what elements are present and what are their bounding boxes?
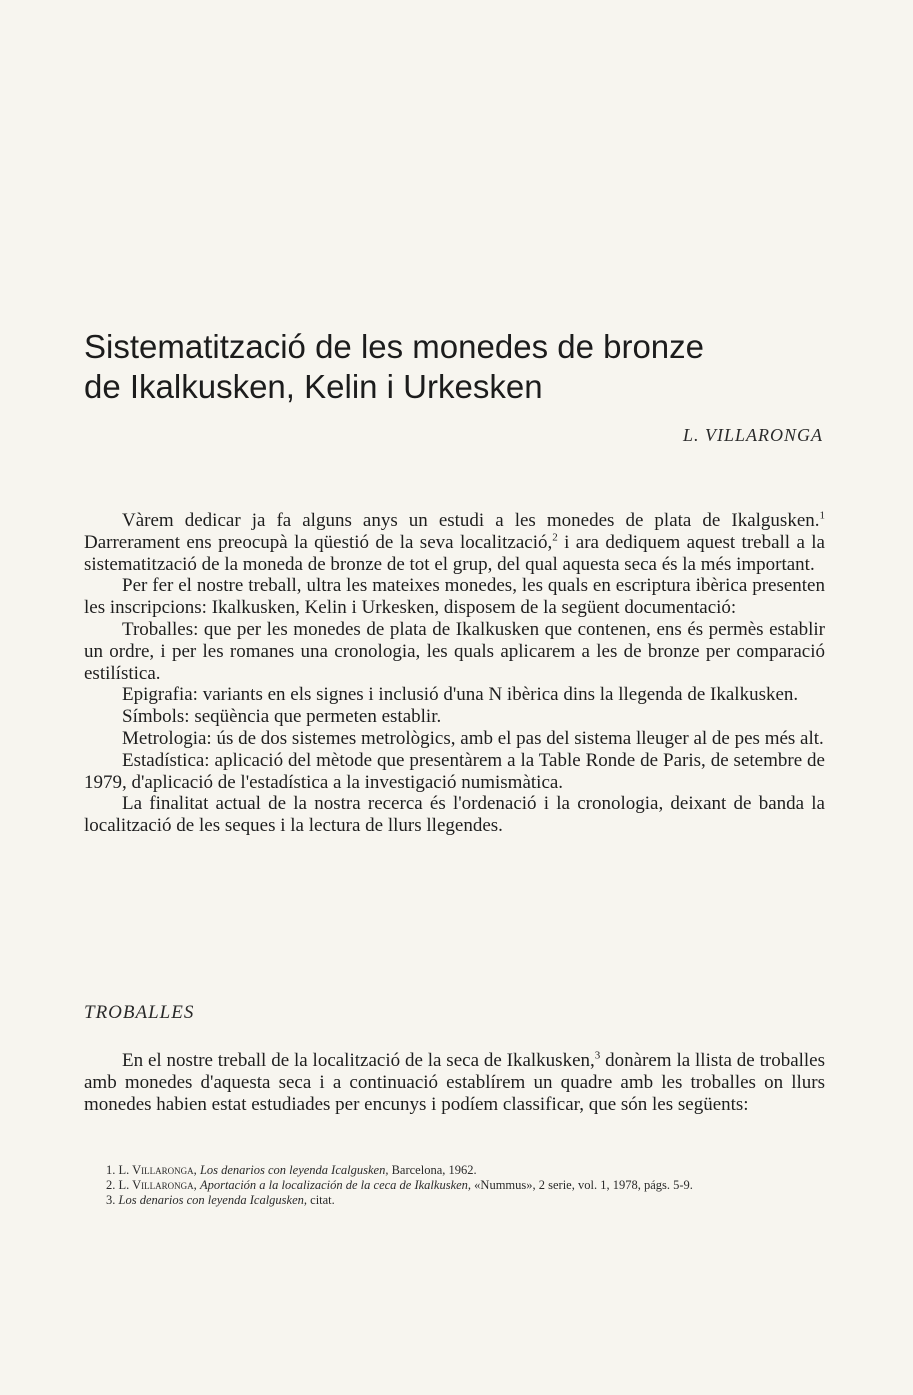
intro-paragraph-troballes: Troballes: que per les monedes de plata de Ikalkusken que contenen, ens és permès establir un ordre, i per les romanes una cronologia, les quals aplicarem a les de bronze per comparació estilística. — [84, 618, 825, 684]
intro-paragraph-metrologia: Metrologia: ús de dos sistemes metrològics, amb el pas del sistema lleuger al de pes més alt. — [122, 727, 824, 749]
intro-paragraph-epigrafia: Epigrafia: variants en els signes i inclusió d'una N ibèrica dins la llegenda de Ikalkusken. — [122, 684, 799, 706]
footnote-ref-3: 3 — [594, 1049, 601, 1062]
footnotes — [84, 1163, 825, 1208]
intro-paragraph-finalitat: La finalitat actual de la nostra recerca és l'ordenació i la cronologia, deixant de banda la localització de les seques i la lectura de llurs llegendes. — [84, 793, 825, 837]
intro-paragraph-1: Vàrem dedicar ja fa alguns anys un estudi a les monedes de plata de Ikalgusken.$^1$ Darrerament ens preocupà la qüestió de la seva localització,$^2$ i ara dediquem aquest treball a la sistematització de la moneda de bronze de tot el grup, del qual aquesta seca és la més important. — [84, 509, 825, 575]
author-name: L. VILLARONGA — [682, 425, 823, 445]
footnote-2: 2. L. Villaronga, Aportación a la localización de la ceca de Ikalkusken, «Nummus», 2 serie, vol. 1, 1978, págs. 5-9. — [106, 1178, 693, 1192]
footnote-ref-2: 2 — [552, 531, 558, 544]
footnote-1: 1. L. Villaronga, Los denarios con leyenda Icalgusken, Barcelona, 1962. — [106, 1163, 477, 1177]
article-title — [84, 327, 844, 407]
section-heading: TROBALLES — [84, 1002, 195, 1023]
footnote-ref-1: 1 — [819, 509, 825, 522]
intro-paragraph-estadistica: Estadística: aplicació del mètode que presentàrem a la Table Ronde de Paris, de setembre de 1979, d'aplicació de l'estadística a la investigació numismàtica. — [84, 749, 825, 793]
section-paragraph-1: En el nostre treball de la localització de la seca de Ikalkusken,$^3$ donàrem la llista de troballes amb monedes d'aquesta seca i a continuació establírem un quadre amb les troballes on llurs monedes habien estat estudiades per encunys i podíem classificar, que són les següents: — [84, 1049, 826, 1115]
intro-paragraph-simbols: Símbols: seqüència que permeten establir. — [122, 706, 442, 728]
footnote-3: 3. Los denarios con leyenda Icalgusken, citat. — [106, 1193, 335, 1207]
intro-body — [84, 510, 825, 837]
title-line-2: de Ikalkusken, Kelin i Urkesken — [84, 368, 543, 405]
title-line-1: Sistematització de les monedes de bronze — [84, 328, 705, 365]
intro-paragraph-2: Per fer el nostre treball, ultra les mateixes monedes, les quals en escriptura ibèrica presenten les inscripcions: Ikalkusken, Kelin i Urkesken, disposem de la següent documentació: — [84, 575, 825, 619]
section-body — [84, 1050, 825, 1116]
